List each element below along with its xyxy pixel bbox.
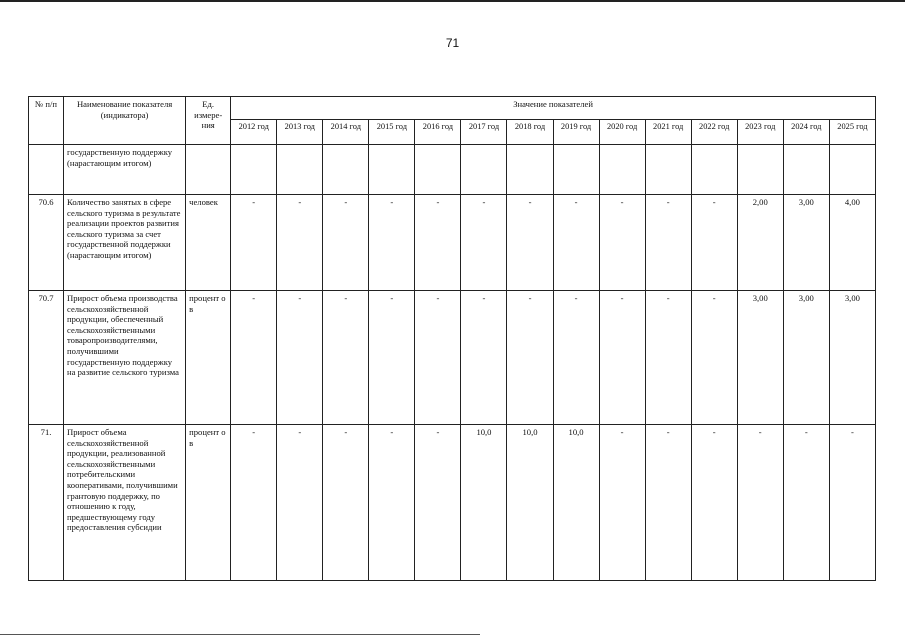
row-number: 71. [29,425,64,581]
header-number: № п/п [29,97,64,145]
header-year: 2014 год [323,120,369,145]
header-year: 2015 год [369,120,415,145]
unit-cell: человек [186,195,231,291]
header-year: 2020 год [599,120,645,145]
value-cell: 10,0 [461,425,507,581]
header-year: 2018 год [507,120,553,145]
value-cell: - [507,195,553,291]
indicator-name: государственную поддержку (нарастающим итогом) [64,145,186,195]
value-cell: - [415,425,461,581]
unit-cell: процент ов [186,425,231,581]
value-cell [599,145,645,195]
value-cell: 10,0 [553,425,599,581]
value-cell [783,145,829,195]
value-cell [369,145,415,195]
header-unit: Ед. измере-ния [186,97,231,145]
page-number: 71 [445,36,460,50]
value-cell: - [737,425,783,581]
table-row [29,425,876,581]
value-cell: - [599,425,645,581]
page-top-edge [0,0,905,2]
value-cell: - [691,195,737,291]
value-cell: 4,00 [829,195,875,291]
value-cell [277,145,323,195]
row-number [29,145,64,195]
value-cell: 3,00 [829,291,875,425]
value-cell: - [461,291,507,425]
header-year: 2022 год [691,120,737,145]
header-year: 2024 год [783,120,829,145]
unit-cell [186,145,231,195]
value-cell: 3,00 [783,195,829,291]
value-cell: - [461,195,507,291]
header-year: 2021 год [645,120,691,145]
value-cell [461,145,507,195]
bottom-scan-line [0,634,480,635]
value-cell: - [415,195,461,291]
value-cell: - [323,291,369,425]
table-row [29,291,876,425]
table-header [29,97,876,145]
table-row [29,145,876,195]
value-cell: - [369,195,415,291]
value-cell: - [599,291,645,425]
value-cell: - [691,291,737,425]
indicators-table [28,96,876,581]
header-year: 2019 год [553,120,599,145]
value-cell: - [507,291,553,425]
row-number: 70.6 [29,195,64,291]
value-cell: - [369,425,415,581]
value-cell [415,145,461,195]
value-cell: - [599,195,645,291]
table-row [29,195,876,291]
value-cell [829,145,875,195]
value-cell: 2,00 [737,195,783,291]
unit-cell: процент ов [186,291,231,425]
value-cell [553,145,599,195]
value-cell: 10,0 [507,425,553,581]
value-cell: - [553,195,599,291]
header-year: 2017 год [461,120,507,145]
value-cell [507,145,553,195]
header-year: 2016 год [415,120,461,145]
value-cell: - [553,291,599,425]
row-number: 70.7 [29,291,64,425]
value-cell [231,145,277,195]
value-cell: - [231,195,277,291]
value-cell: - [645,425,691,581]
value-cell: 3,00 [783,291,829,425]
value-cell: 3,00 [737,291,783,425]
table-body [29,145,876,581]
value-cell: - [691,425,737,581]
header-indicator-name: Наименование показателя (индикатора) [64,97,186,145]
header-values-group: Значение показателей [231,97,876,120]
indicator-name: Прирост объема сельскохозяйственной продукции, реализованной сельскохозяйственными потребительскими кооперативами, получившими грантовую поддержку, по отношению к году, предшествующему году предоставления субсидии [64,425,186,581]
value-cell: - [645,195,691,291]
value-cell: - [783,425,829,581]
value-cell: - [369,291,415,425]
value-cell: - [277,425,323,581]
header-year: 2023 год [737,120,783,145]
indicator-name: Прирост объема производства сельскохозяйственной продукции, обеспеченный сельскохозяйственными товаропроизводителями, получившими государственную поддержку на развитие сельского туризма [64,291,186,425]
value-cell: - [277,195,323,291]
value-cell [645,145,691,195]
header-year: 2012 год [231,120,277,145]
value-cell [323,145,369,195]
value-cell: - [645,291,691,425]
value-cell: - [323,195,369,291]
value-cell: - [829,425,875,581]
value-cell: - [415,291,461,425]
value-cell: - [277,291,323,425]
value-cell: - [231,425,277,581]
value-cell: - [323,425,369,581]
value-cell: - [231,291,277,425]
value-cell [691,145,737,195]
header-year: 2025 год [829,120,875,145]
indicator-name: Количество занятых в сфере сельского туризма в результате реализации проектов развития сельского туризма за счет государственной поддержки (нарастающим итогом) [64,195,186,291]
header-year: 2013 год [277,120,323,145]
value-cell [737,145,783,195]
